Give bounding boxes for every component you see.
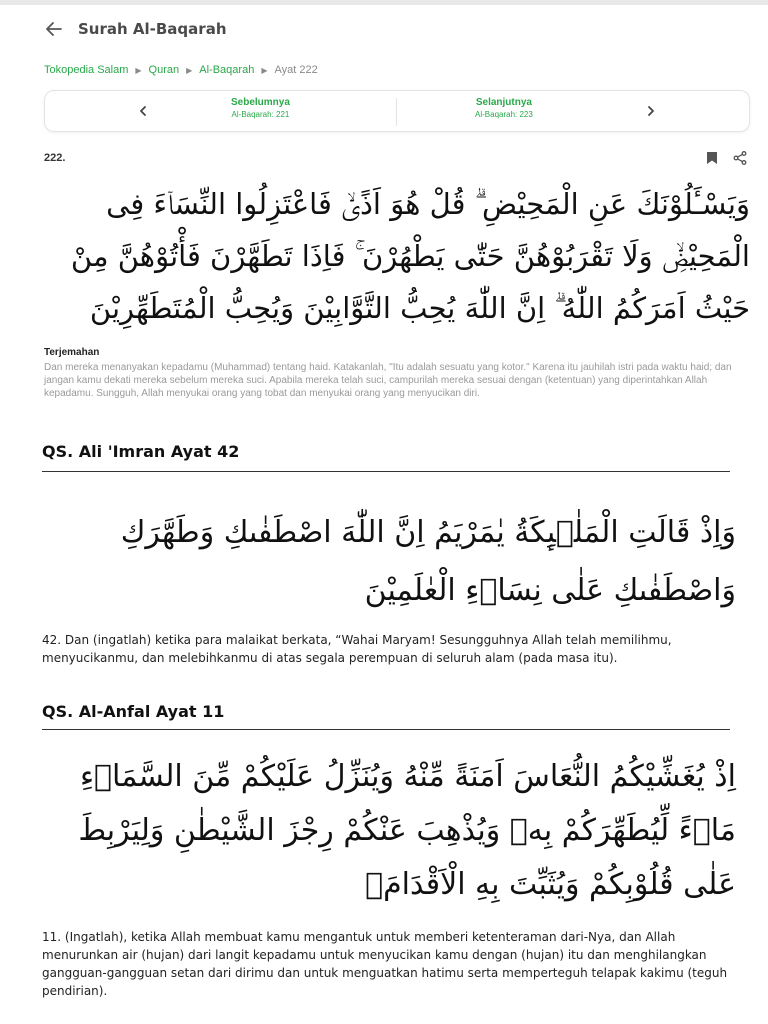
breadcrumb-chevron-icon: ▶ [261,65,268,75]
page-title: Surah Al-Baqarah [78,20,227,38]
previous-verse-arrow[interactable] [123,91,163,131]
previous-verse-label: Sebelumnya [231,97,290,108]
back-arrow-icon [44,19,64,39]
breadcrumb-item-quran[interactable]: Quran [148,64,180,76]
section-title-ali-imran: QS. Ali 'Imran Ayat 42 [42,442,240,461]
breadcrumb-item-tokopedia-salam[interactable]: Tokopedia Salam [44,64,129,76]
breadcrumb-chevron-icon: ▶ [135,65,142,75]
share-icon [733,151,747,165]
previous-verse-ref: Al-Baqarah: 221 [231,110,290,119]
share-button[interactable] [732,150,748,166]
breadcrumb-chevron-icon: ▶ [186,65,193,75]
section-divider [42,471,730,472]
breadcrumb [44,64,318,76]
section-arabic-al-anfal: اِذْ يُغَشِّيْكُمُ النُّعَاسَ اَمَنَةً مِّنْهُ وَيُنَزِّلُ عَلَيْكُمْ مِّنَ السَّمَاۤءِ مَاۤءً لِّيُطَهِّرَكُمْ بِهٖ وَيُذْهِبَ عَنْكُمْ رِجْزَ الشَّيْطٰنِ وَلِيَرْبِطَ عَلٰى قُلُوْبِكُمْ وَيُثَبِّتَ بِهِ الْاَقْدَامَۗ [78,759,736,902]
breadcrumb-current: Ayat 222 [274,64,318,76]
section-translation-al-anfal: 11. (Ingatlah), ketika Allah membuat kamu mengantuk untuk memberi ketenteraman dari-Nya, dan Allah menurunkan air (hujan) dari langit kepadamu untuk menyucikan kamu dengan (hujan) itu dan menghilangkan gangguan-gangguan setan dari dirimu dan untuk menguatkan hatimu serta memperteguh telapak kakimu (teguh pendirian). [42,930,728,998]
bookmark-button[interactable] [704,150,720,166]
translation-heading: Terjemahan [44,347,100,358]
next-verse-label: Selanjutnya [475,97,532,108]
section-translation-ali-imran: 42. Dan (ingatlah) ketika para malaikat berkata, “Wahai Maryam! Sesungguhnya Allah telah memilihmu, menyucikanmu, dan melebihkanmu di atas segala perempuan di seluruh alam (pada masa itu). [42,633,672,665]
section-divider [42,729,730,730]
chevron-right-icon [645,105,657,117]
next-verse-arrow[interactable] [631,91,671,131]
chevron-left-icon [137,105,149,117]
next-verse-ref: Al-Baqarah: 223 [475,110,533,119]
app-header [0,6,768,52]
top-divider [0,0,768,5]
verse-actions [704,150,748,166]
back-button[interactable] [34,9,74,49]
section-arabic-ali-imran: وَاِذْ قَالَتِ الْمَلٰۤىِٕكَةُ يٰمَرْيَمُ اِنَّ اللّٰهَ اصْطَفٰىكِ وَطَهَّرَكِ وَاصْطَفٰىكِ عَلٰى نِسَاۤءِ الْعٰلَمِيْنَ [120,515,736,608]
bookmark-icon [706,151,718,165]
previous-verse-button[interactable] [231,97,290,119]
breadcrumb-item-al-baqarah[interactable]: Al-Baqarah [199,64,255,76]
verse-number: 222. [44,152,66,164]
section-title-al-anfal: QS. Al-Anfal Ayat 11 [42,702,225,721]
next-verse-button[interactable] [475,97,533,119]
translation-text: Dan mereka menanyakan kepadamu (Muhammad) tentang haid. Katakanlah, "Itu adalah sesuatu yang kotor." Karena itu jauhilah istri pada waktu haid; dan jangan kamu dekati mereka sebelum mereka suci. Apabila mereka telah suci, campurilah mereka sesuai dengan (ketentuan) yang diperintahkan Allah kepadamu. Sungguh, Allah menyukai orang yang tobat dan menyukai orang yang menyucikan diri. [44,362,732,399]
nav-divider [396,98,397,126]
verse-arabic-text: وَيَسْـَٔلُوْنَكَ عَنِ الْمَحِيْضِ ۗ قُلْ هُوَ اَذًىۙ فَاعْتَزِلُوا النِّسَاۤءَ فِى الْمَحِيْضِۙ وَلَا تَقْرَبُوْهُنَّ حَتّٰى يَطْهُرْنَ ۚ فَاِذَا تَطَهَّرْنَ فَأْتُوْهُنَّ مِنْ حَيْثُ اَمَرَكُمُ اللّٰهُ ۗ اِنَّ اللّٰهَ يُحِبُّ التَّوَّابِيْنَ وَيُحِبُّ الْمُتَطَهِّرِيْنَ [70,187,750,325]
verse-navigation [44,90,750,132]
